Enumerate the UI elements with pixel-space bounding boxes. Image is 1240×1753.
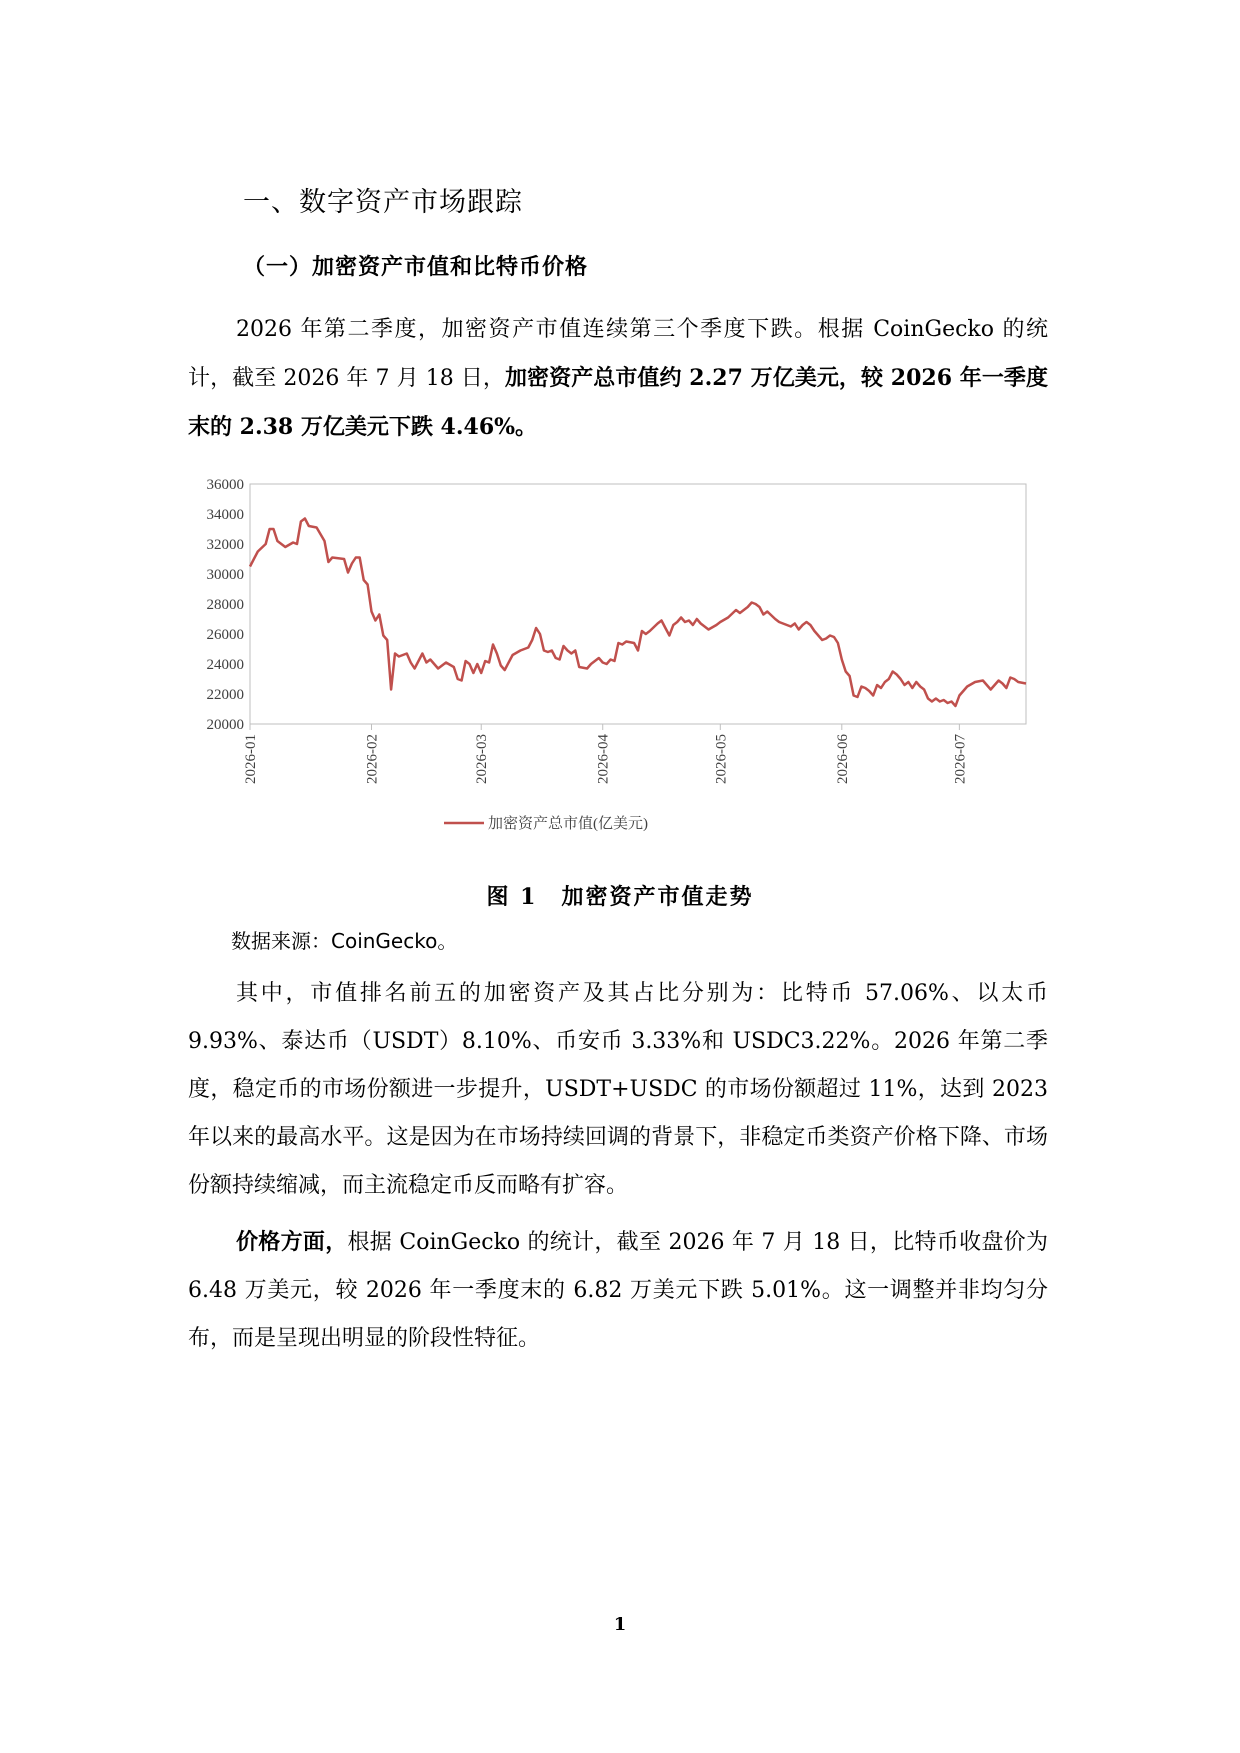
x-tick-label: 2026-01 [243, 734, 259, 784]
subsection-title: （一）加密资产市值和比特币价格 [243, 254, 589, 280]
paragraph3-bold: 价格方面， [236, 1229, 348, 1255]
y-tick-label: 20000 [206, 717, 244, 733]
paragraph3-plain: 根据 CoinGecko 的统计，截至 2026 年 7 月 18 日，比特币收盘价为 6.48 万美元，较 2026 年一季度末的 6.82 万美元下跌 5.01%。这一调整并非均匀分布，而是呈现出明显的阶段性特征。 [188, 1230, 1048, 1351]
y-tick-label: 26000 [206, 627, 244, 643]
y-tick-label: 22000 [206, 687, 244, 703]
y-tick-label: 28000 [206, 597, 244, 613]
page-number: 1 [613, 1614, 627, 1635]
x-tick-label: 2026-02 [364, 734, 381, 784]
x-tick-label: 2026-07 [952, 734, 969, 784]
paragraph1-plain: 2026 年第二季度，加密资产市值连续第三个季度下跌。根据 CoinGecko 的统计，截至 2026 年 7 月 18 日， [188, 317, 1048, 391]
x-tick-label: 2026-03 [474, 734, 491, 784]
market-cap-chart [180, 470, 1060, 850]
y-tick-label: 36000 [206, 477, 244, 493]
y-tick-label: 32000 [206, 537, 244, 553]
market-cap-chart-svg [180, 470, 1060, 850]
legend-label: 加密资产总市值(亿美元) [488, 816, 648, 832]
x-tick-label: 2026-06 [834, 734, 851, 784]
y-tick-label: 24000 [206, 657, 244, 673]
plot-area-border [250, 484, 1026, 724]
y-tick-label: 34000 [206, 507, 244, 523]
x-tick-label: 2026-04 [595, 734, 612, 784]
series-line-market-cap [250, 519, 1026, 707]
section-title: 一、数字资产市场跟踪 [243, 187, 523, 218]
x-tick-label: 2026-05 [713, 734, 730, 784]
paragraph1-bold: 加密资产总市值约 2.27 万亿美元，较 2026 年一季度末的 2.38 万亿美元下跌 4.46%。 [188, 365, 1048, 440]
y-tick-label: 30000 [206, 567, 244, 583]
paragraph-market-cap [188, 306, 1048, 452]
figure-caption: 图 1 加密资产市值走势 [486, 884, 754, 910]
paragraph-top-assets: 其中，市值排名前五的加密资产及其占比分别为：比特币 57.06%、以太币 9.93%、泰达币（USDT）8.10%、币安币 3.33%和 USDC3.22%。2026 年第二季度，稳定币的市场份额进一步提升，USDT+USDC 的市场份额超过 11%，达到 2023 年以来的最高水平。这是因为在市场持续回调的背景下，非稳定币类资产价格下降、市场份额持续缩减，而主流稳定币反而略有扩容。 [188, 981, 1048, 1198]
figure-source: 数据来源：CoinGecko。 [231, 929, 458, 953]
paragraph-btc-price [188, 1218, 1048, 1363]
